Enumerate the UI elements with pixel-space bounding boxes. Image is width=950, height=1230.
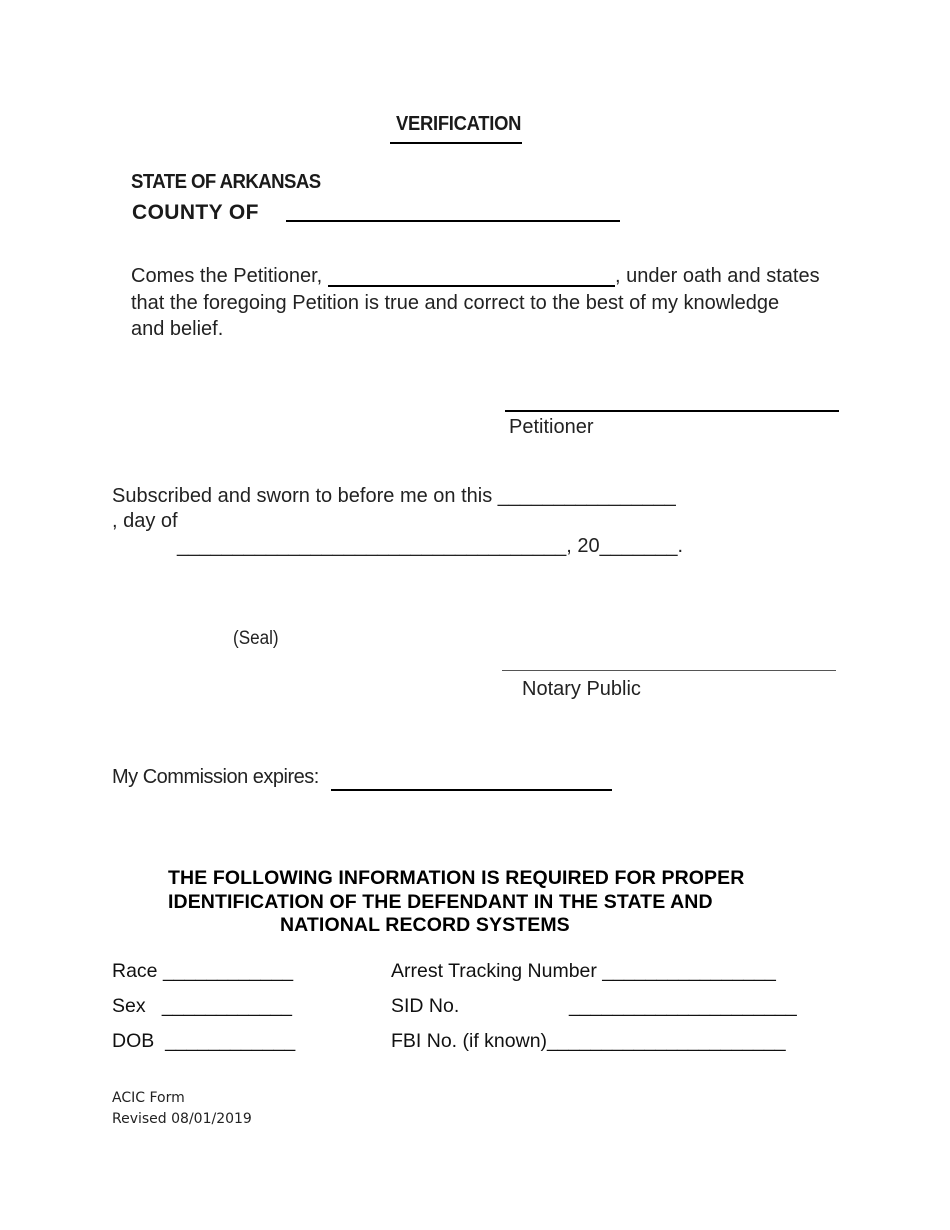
sex-field[interactable]: Sex ____________ — [112, 995, 292, 1017]
revision-date: Revised 08/01/2019 — [112, 1111, 252, 1127]
title-underline — [390, 142, 522, 144]
sworn-line-3: ___________________________________, 20_______. — [177, 535, 684, 557]
sid-label: SID No. — [391, 995, 460, 1017]
arrest-tracking-number-field[interactable]: Arrest Tracking Number ________________ — [391, 960, 776, 982]
petition-suffix: , under oath and states — [615, 265, 820, 287]
notice-line-3: NATIONAL RECORD SYSTEMS — [280, 914, 570, 936]
petition-line-3: and belief. — [131, 318, 224, 340]
state-line: STATE OF ARKANSAS — [131, 171, 321, 193]
county-field[interactable] — [286, 220, 620, 222]
notary-signature-line[interactable] — [502, 670, 836, 671]
petitioner-name-field[interactable] — [328, 285, 615, 287]
form-name: ACIC Form — [112, 1090, 185, 1106]
county-label: COUNTY OF — [132, 201, 259, 224]
petitioner-label: Petitioner — [509, 416, 594, 438]
sid-field[interactable]: _____________________ — [569, 995, 797, 1017]
commission-label: My Commission expires: — [112, 766, 319, 788]
page-title: VERIFICATION — [396, 113, 522, 135]
sworn-line-1: Subscribed and sworn to before me on this ________________ — [112, 485, 676, 507]
notice-line-1: THE FOLLOWING INFORMATION IS REQUIRED FOR PROPER — [168, 867, 745, 889]
notary-label: Notary Public — [522, 678, 641, 700]
commission-expiry-field[interactable] — [331, 789, 612, 791]
seal-label: (Seal) — [233, 628, 279, 649]
notice-line-2: IDENTIFICATION OF THE DEFENDANT IN THE STATE AND — [168, 891, 713, 913]
petition-line-2: that the foregoing Petition is true and correct to the best of my knowledge — [131, 292, 780, 314]
dob-field[interactable]: DOB ____________ — [112, 1030, 296, 1052]
race-field[interactable]: Race ____________ — [112, 960, 294, 982]
sworn-line-2: , day of — [112, 510, 178, 532]
petitioner-signature-line[interactable] — [505, 410, 839, 412]
petition-prefix: Comes the Petitioner, — [131, 265, 323, 287]
fbi-number-field[interactable]: FBI No. (if known)______________________ — [391, 1030, 786, 1052]
